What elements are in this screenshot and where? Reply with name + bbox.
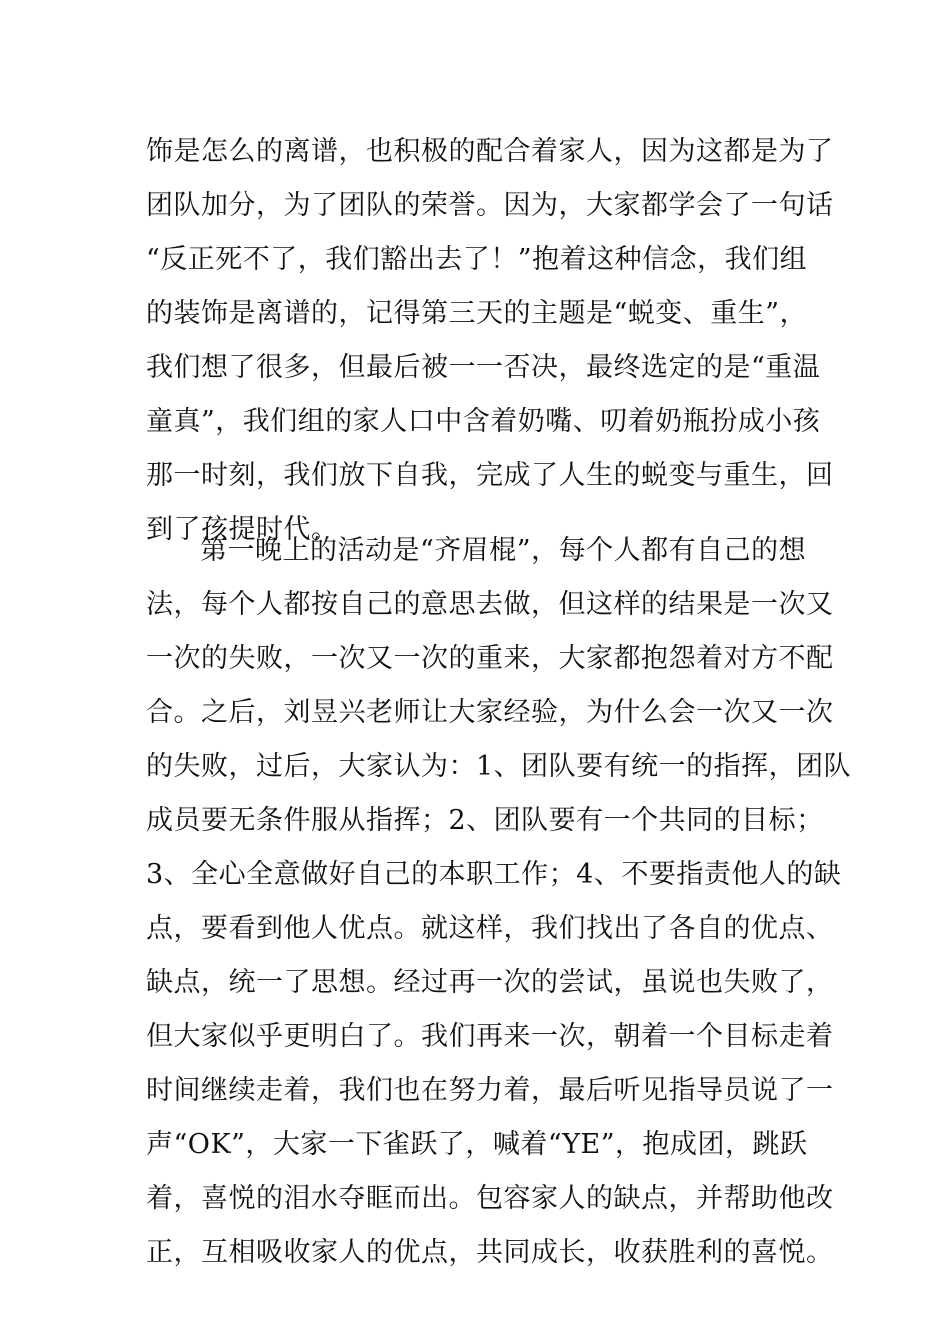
paragraph-line: 正，互相吸收家人的优点，共同成长，收获胜利的喜悦。 (146, 1237, 834, 1268)
paragraph-line: 我们想了很多，但最后被一一否决，最终选定的是“重温 (146, 352, 821, 383)
paragraph-line-indented: 第一晚上的活动是“齐眉棍”，每个人都有自己的想 (200, 535, 807, 566)
paragraph-line: 3、全心全意做好自己的本职工作；4、不要指责他人的缺 (146, 859, 842, 890)
paragraph-line: 成员要无条件服从指挥；2、团队要有一个共同的目标； (146, 805, 824, 836)
paragraph-line: 但大家似乎更明白了。我们再来一次，朝着一个目标走着 (146, 1021, 834, 1052)
paragraph-line: 一次的失败，一次又一次的重来，大家都抱怨着对方不配 (146, 643, 834, 674)
paragraph-2 (146, 524, 852, 1280)
paragraph-line: 法，每个人都按自己的意思去做，但这样的结果是一次又 (146, 589, 834, 620)
paragraph-line: 声“OK”，大家一下雀跃了，喊着“YE”，抱成团，跳跃 (146, 1129, 808, 1160)
paragraph-line: 时间继续走着，我们也在努力着，最后听见指导员说了一 (146, 1075, 834, 1106)
paragraph-line: 那一时刻，我们放下自我，完成了人生的蜕变与重生，回 (146, 460, 834, 491)
paragraph-line: 团队加分，为了团队的荣誉。因为，大家都学会了一句话 (146, 190, 834, 221)
paragraph-line: 缺点，统一了思想。经过再一次的尝试，虽说也失败了， (146, 967, 834, 998)
paragraph-line: 饰是怎么的离谱，也积极的配合着家人，因为这都是为了 (146, 136, 834, 167)
paragraph-line: 到了孩提时代。 (146, 514, 339, 545)
paragraph-line: 的失败，过后，大家认为：1、团队要有统一的指挥，团队 (146, 751, 852, 782)
paragraph-1 (146, 125, 834, 557)
paragraph-line: 童真”，我们组的家人口中含着奶嘴、叨着奶瓶扮成小孩 (146, 406, 821, 437)
paragraph-line: 着，喜悦的泪水夺眶而出。包容家人的缺点，并帮助他改 (146, 1183, 834, 1214)
paragraph-line: 的装饰是离谱的，记得第三天的主题是“蜕变、重生”， (146, 298, 808, 329)
paragraph-line: 合。之后，刘昱兴老师让大家经验，为什么会一次又一次 (146, 697, 834, 728)
paragraph-line: 点，要看到他人优点。就这样，我们找出了各自的优点、 (146, 913, 834, 944)
paragraph-line: “反正死不了，我们豁出去了！”抱着这种信念，我们组 (146, 244, 808, 275)
